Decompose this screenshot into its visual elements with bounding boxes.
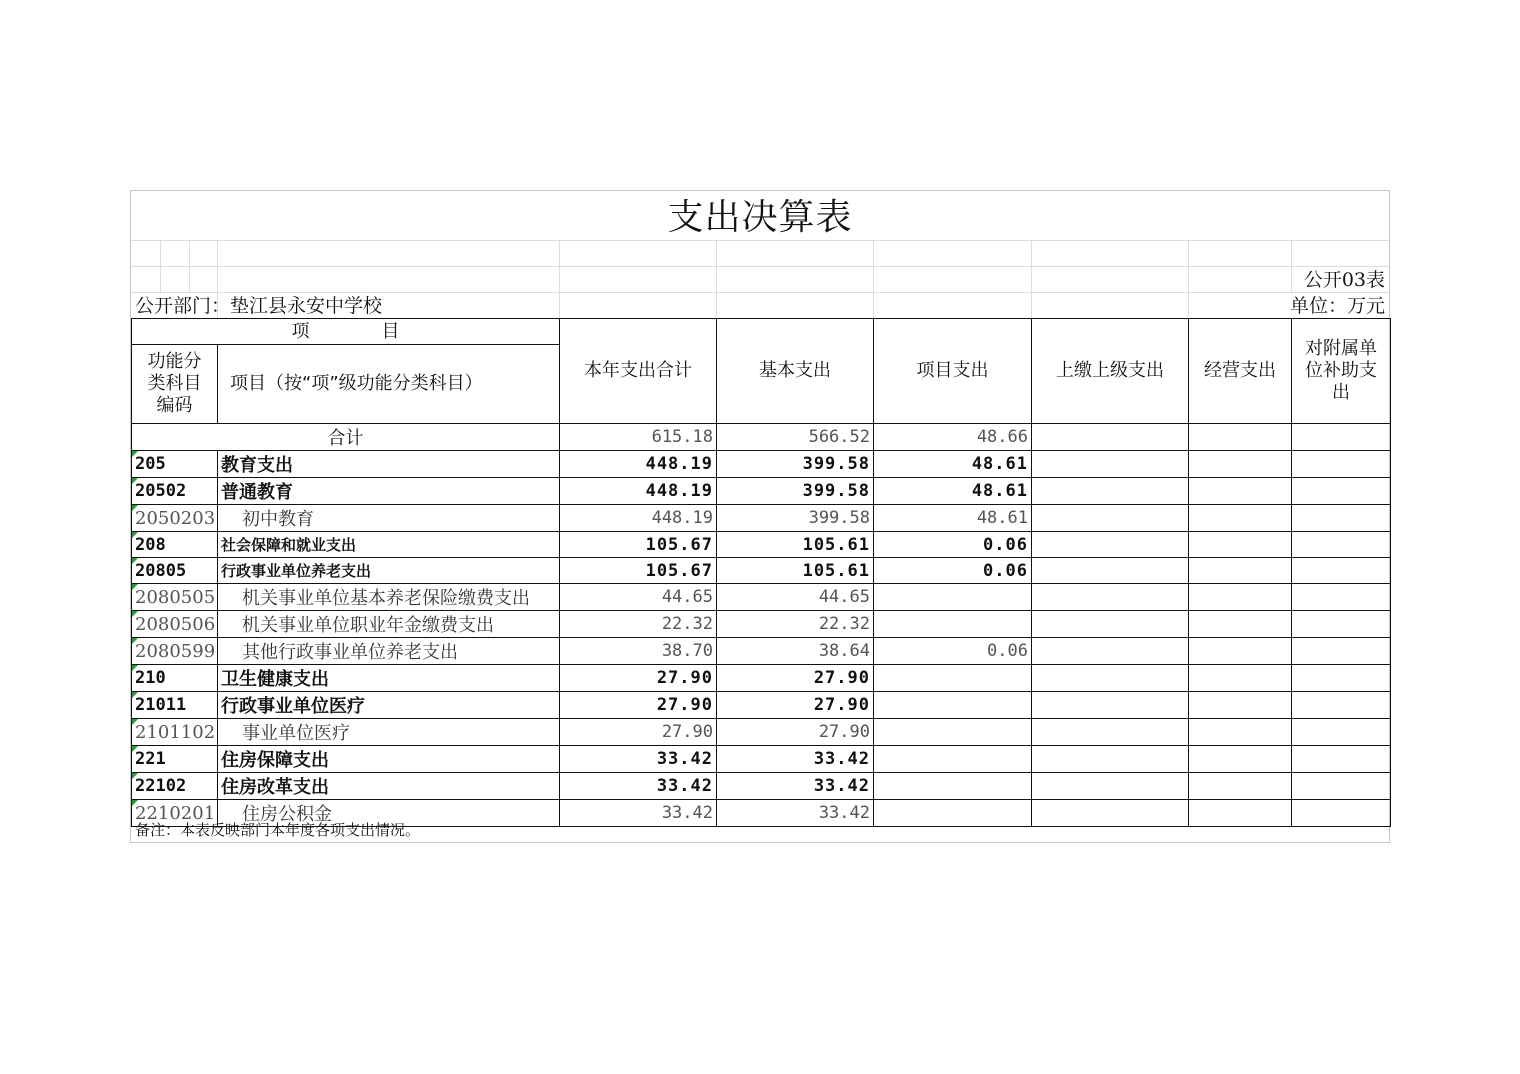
row-project: 48.61 <box>874 451 1032 478</box>
row-basic: 27.90 <box>717 719 874 746</box>
row-code-text: 2101102 <box>135 721 216 743</box>
row-subsidy <box>1292 773 1391 800</box>
row-name: 机关事业单位基本养老保险缴费支出 <box>218 584 560 611</box>
grid-line <box>1188 240 1189 318</box>
cell-marker-icon <box>132 638 138 644</box>
table-body <box>132 451 1391 827</box>
row-code <box>132 558 218 584</box>
row-business <box>1189 719 1292 746</box>
row-total: 448.19 <box>560 505 717 532</box>
row-code-text: 22102 <box>135 776 187 797</box>
row-code-text: 2080599 <box>135 640 216 662</box>
table-row <box>132 638 1391 665</box>
row-name: 住房改革支出 <box>218 773 560 800</box>
row-total: 27.90 <box>560 692 717 719</box>
row-total: 33.42 <box>560 746 717 773</box>
row-name: 住房公积金 <box>218 800 560 827</box>
row-total: 27.90 <box>560 665 717 692</box>
row-code-text: 205 <box>135 454 166 474</box>
row-subsidy <box>1292 746 1391 773</box>
grid-line <box>716 240 717 318</box>
row-code-text: 2050203 <box>135 507 216 529</box>
row-code <box>132 692 218 719</box>
row-code <box>132 638 218 665</box>
grid-line <box>189 240 190 292</box>
row-name: 教育支出 <box>218 451 560 478</box>
row-upper <box>1032 773 1189 800</box>
table-row <box>132 719 1391 746</box>
row-business <box>1189 478 1292 505</box>
row-basic: 44.65 <box>717 584 874 611</box>
total-subsidy <box>1292 424 1391 451</box>
row-basic: 33.42 <box>717 773 874 800</box>
page-title: 支出决算表 <box>667 197 853 238</box>
row-total: 33.42 <box>560 800 717 827</box>
row-subsidy <box>1292 719 1391 746</box>
row-basic: 105.61 <box>717 532 874 558</box>
row-name: 社会保障和就业支出 <box>218 532 560 558</box>
row-code <box>132 719 218 746</box>
row-business <box>1189 532 1292 558</box>
row-project <box>874 584 1032 611</box>
cell-marker-icon <box>132 558 138 564</box>
code-header: 功能分类科目编码 <box>132 345 218 424</box>
row-total: 33.42 <box>560 773 717 800</box>
row-code-text: 2080505 <box>135 586 216 608</box>
upper-header: 上缴上级支出 <box>1032 319 1189 424</box>
total-business <box>1189 424 1292 451</box>
row-upper <box>1032 505 1189 532</box>
grid-line <box>1031 240 1032 318</box>
item-group-header: 项 目 <box>132 319 560 345</box>
cell-marker-icon <box>132 773 138 779</box>
row-code-text: 20502 <box>135 481 187 501</box>
row-basic: 399.58 <box>717 505 874 532</box>
row-business <box>1189 505 1292 532</box>
row-subsidy <box>1292 558 1391 584</box>
table-row <box>132 773 1391 800</box>
row-total: 448.19 <box>560 451 717 478</box>
total-sum: 615.18 <box>560 424 717 451</box>
total-upper <box>1032 424 1189 451</box>
row-business <box>1189 638 1292 665</box>
row-basic: 22.32 <box>717 611 874 638</box>
row-business <box>1189 451 1292 478</box>
row-subsidy <box>1292 692 1391 719</box>
row-business <box>1189 746 1292 773</box>
row-name: 行政事业单位医疗 <box>218 692 560 719</box>
row-code <box>132 584 218 611</box>
row-basic: 33.42 <box>717 746 874 773</box>
row-project: 0.06 <box>874 532 1032 558</box>
table-row <box>132 584 1391 611</box>
cell-marker-icon <box>132 800 138 806</box>
table-row <box>132 665 1391 692</box>
row-total: 105.67 <box>560 558 717 584</box>
footnote: 备注：本表反映部门本年度各项支出情况。 <box>135 821 421 839</box>
row-code <box>132 451 218 478</box>
row-name: 其他行政事业单位养老支出 <box>218 638 560 665</box>
grid-line <box>160 240 161 292</box>
row-total: 448.19 <box>560 478 717 505</box>
row-subsidy <box>1292 478 1391 505</box>
row-upper <box>1032 692 1189 719</box>
cell-marker-icon <box>132 451 138 457</box>
row-code <box>132 478 218 505</box>
row-basic: 399.58 <box>717 478 874 505</box>
row-upper <box>1032 584 1189 611</box>
row-upper <box>1032 719 1189 746</box>
table-row <box>132 505 1391 532</box>
row-code <box>132 532 218 558</box>
row-code <box>132 773 218 800</box>
table-row <box>132 451 1391 478</box>
table-row <box>132 746 1391 773</box>
row-business <box>1189 800 1292 827</box>
row-project <box>874 665 1032 692</box>
row-business <box>1189 665 1292 692</box>
row-project <box>874 692 1032 719</box>
unit-label: 单位：万元 <box>1289 295 1385 317</box>
row-code-text: 208 <box>135 534 166 555</box>
cell-marker-icon <box>132 719 138 725</box>
row-basic: 105.61 <box>717 558 874 584</box>
cell-marker-icon <box>132 692 138 698</box>
expenditure-table <box>131 318 1391 827</box>
row-subsidy <box>1292 505 1391 532</box>
row-total: 22.32 <box>560 611 717 638</box>
row-upper <box>1032 665 1189 692</box>
project-header: 项目支出 <box>874 319 1032 424</box>
row-code-text: 210 <box>135 668 166 689</box>
row-upper <box>1032 800 1189 827</box>
grid-line <box>131 240 1389 241</box>
row-project: 48.61 <box>874 505 1032 532</box>
row-project <box>874 800 1032 827</box>
row-project: 48.61 <box>874 478 1032 505</box>
row-upper <box>1032 478 1189 505</box>
row-upper <box>1032 451 1189 478</box>
table-row <box>132 532 1391 558</box>
row-project <box>874 773 1032 800</box>
cell-marker-icon <box>132 746 138 752</box>
row-project <box>874 611 1032 638</box>
row-total: 44.65 <box>560 584 717 611</box>
grid-line <box>131 266 1389 267</box>
row-business <box>1189 773 1292 800</box>
row-business <box>1189 611 1292 638</box>
row-business <box>1189 584 1292 611</box>
row-subsidy <box>1292 665 1391 692</box>
cell-marker-icon <box>132 478 138 484</box>
total-project: 48.66 <box>874 424 1032 451</box>
row-business <box>1189 692 1292 719</box>
row-subsidy <box>1292 800 1391 827</box>
row-total: 105.67 <box>560 532 717 558</box>
row-subsidy <box>1292 451 1391 478</box>
total-label: 合计 <box>132 424 560 451</box>
form-number: 公开03表 <box>1303 269 1385 291</box>
row-code <box>132 746 218 773</box>
row-subsidy <box>1292 584 1391 611</box>
row-name: 初中教育 <box>218 505 560 532</box>
row-code-text: 2080506 <box>135 613 216 635</box>
row-basic: 399.58 <box>717 451 874 478</box>
basic-header: 基本支出 <box>717 319 874 424</box>
row-project <box>874 719 1032 746</box>
grid-line <box>873 240 874 318</box>
total-header: 本年支出合计 <box>560 319 717 424</box>
row-subsidy <box>1292 611 1391 638</box>
row-code <box>132 665 218 692</box>
row-basic: 27.90 <box>717 692 874 719</box>
row-project: 0.06 <box>874 558 1032 584</box>
grid-line <box>559 240 560 318</box>
row-name: 卫生健康支出 <box>218 665 560 692</box>
row-project: 0.06 <box>874 638 1032 665</box>
cell-marker-icon <box>132 505 138 511</box>
row-code-text: 221 <box>135 749 166 770</box>
row-name: 机关事业单位职业年金缴费支出 <box>218 611 560 638</box>
total-row <box>132 424 1391 451</box>
row-subsidy <box>1292 532 1391 558</box>
cell-marker-icon <box>132 584 138 590</box>
grid-line <box>131 292 1389 293</box>
cell-marker-icon <box>132 532 138 538</box>
row-code-text: 20805 <box>135 560 187 581</box>
row-code <box>132 611 218 638</box>
row-project <box>874 746 1032 773</box>
table-row <box>132 558 1391 584</box>
name-header: 项目（按“项”级功能分类科目） <box>218 345 560 424</box>
row-subsidy <box>1292 638 1391 665</box>
row-upper <box>1032 638 1189 665</box>
row-name: 事业单位医疗 <box>218 719 560 746</box>
row-name: 普通教育 <box>218 478 560 505</box>
table-row <box>132 692 1391 719</box>
row-upper <box>1032 558 1189 584</box>
cell-marker-icon <box>132 611 138 617</box>
expenditure-sheet <box>130 190 1390 843</box>
row-business <box>1189 558 1292 584</box>
table-row <box>132 478 1391 505</box>
row-upper <box>1032 746 1189 773</box>
row-name: 住房保障支出 <box>218 746 560 773</box>
row-upper <box>1032 532 1189 558</box>
row-code-text: 2210201 <box>135 802 216 824</box>
cell-marker-icon <box>132 665 138 671</box>
business-header: 经营支出 <box>1189 319 1292 424</box>
grid-line <box>1291 240 1292 292</box>
row-total: 27.90 <box>560 719 717 746</box>
row-code <box>132 505 218 532</box>
row-upper <box>1032 611 1189 638</box>
row-total: 38.70 <box>560 638 717 665</box>
row-name: 行政事业单位养老支出 <box>218 558 560 584</box>
total-basic: 566.52 <box>717 424 874 451</box>
subsidy-header: 对附属单位补助支出 <box>1292 319 1391 424</box>
department-label: 公开部门：垫江县永安中学校 <box>135 295 383 317</box>
row-basic: 33.42 <box>717 800 874 827</box>
row-basic: 38.64 <box>717 638 874 665</box>
table-row <box>132 611 1391 638</box>
row-basic: 27.90 <box>717 665 874 692</box>
row-code-text: 21011 <box>135 695 187 716</box>
